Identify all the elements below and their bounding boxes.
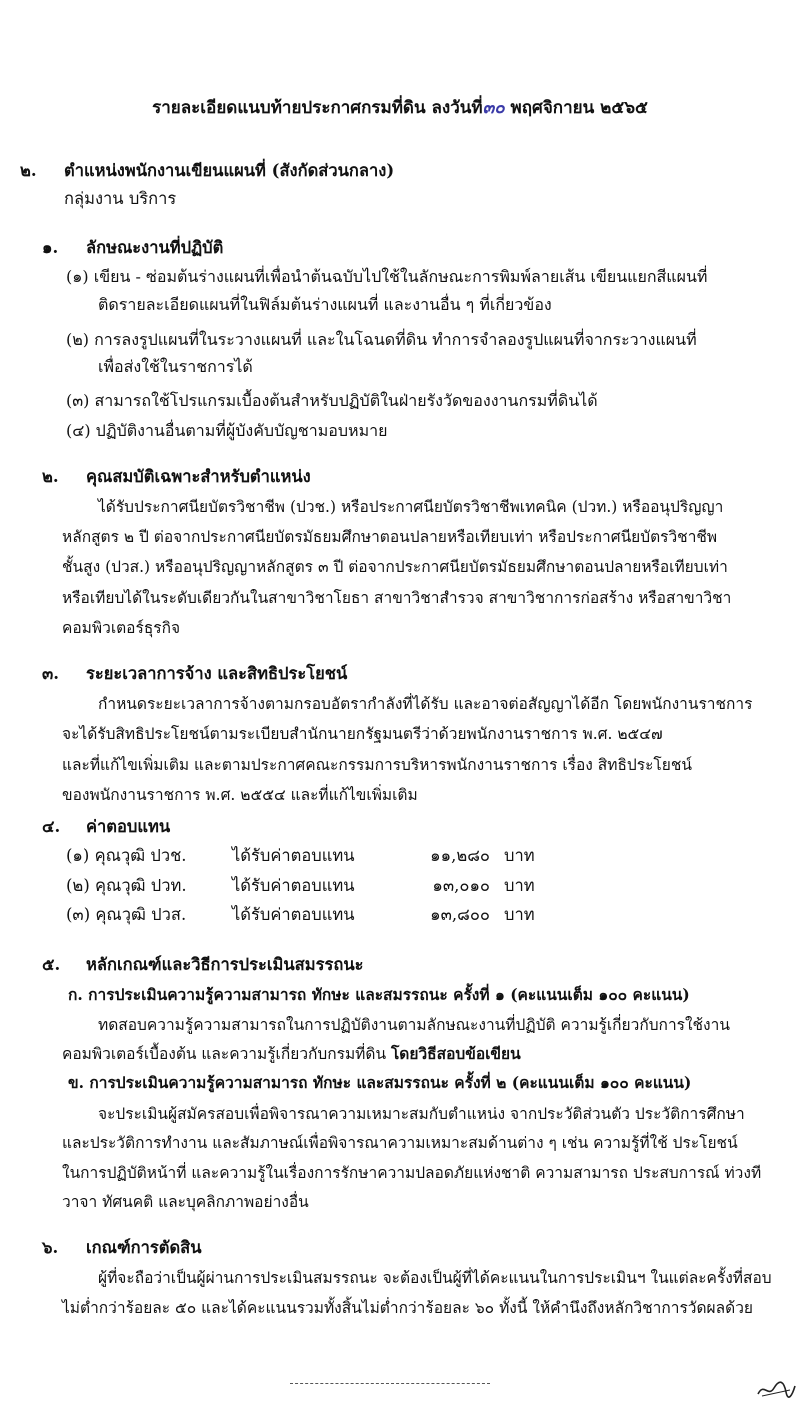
compensation-unit: บาท: [504, 905, 535, 924]
section-5b-line-2: และประวัติการทำงาน และสัมภาษณ์เพื่อพิจารณาความเหมาะสมด้านต่าง ๆ เช่น ความรู้ที่ใช้ ประโยชน์: [62, 1134, 738, 1152]
compensation-qualification: (๑) คุณวุฒิ ปวช.: [66, 846, 187, 865]
compensation-unit: บาท: [504, 846, 535, 865]
section-4-number: ๔.: [42, 817, 61, 836]
compensation-label: ได้รับค่าตอบแทน: [232, 905, 355, 924]
compensation-row: [66, 844, 535, 868]
compensation-label: ได้รับค่าตอบแทน: [232, 846, 355, 865]
section-3-line-2: จะได้รับสิทธิประโยชน์ตามระเบียบสำนักนายกรัฐมนตรีว่าด้วยพนักงานราชการ พ.ศ. ๒๕๔๗: [62, 725, 663, 743]
compensation-qualification: (๓) คุณวุฒิ ปวส.: [66, 905, 187, 924]
section-3-line-3: และที่แก้ไขเพิ่มเติม และตามประกาศคณะกรรมการบริหารพนักงานราชการ เรื่อง สิทธิประโยชน์: [62, 756, 692, 774]
title-suffix: พฤศจิกายน ๒๕๖๕: [510, 98, 648, 118]
position-title: ตำแหน่งพนักงานเขียนแผนที่ (สังกัดส่วนกลาง): [64, 161, 395, 180]
section-1-heading: [42, 236, 223, 260]
position-number: ๒.: [20, 161, 37, 180]
section-4-title: ค่าตอบแทน: [86, 817, 171, 836]
section-5b-line-1: จะประเมินผู้สมัครสอบเพื่อพิจารณาความเหมาะสมกับตำแหน่ง จากประวัติส่วนตัว ประวัติการศึกษา: [98, 1105, 745, 1123]
section-5b-title: ข. การประเมินความรู้ความสามารถ ทักษะ และสมรรถนะ ครั้งที่ ๒ (คะแนนเต็ม ๑๐๐ คะแนน): [68, 1073, 692, 1092]
handwritten-day: ๓๐: [482, 98, 505, 118]
section-1-item-2: (๒) การลงรูปแผนที่ในระวางแผนที่ และในโฉนดที่ดิน ทำการจำลองรูปแผนที่จากระวางแผนที่: [66, 330, 697, 349]
section-5a-line-2-text: คอมพิวเตอร์เบื้องต้น และความรู้เกี่ยวกับกรมที่ดิน: [62, 1045, 387, 1063]
section-5a-line-1: ทดสอบความรู้ความสามารถในการปฏิบัติงานตามลักษณะงานที่ปฏิบัติ ความรู้เกี่ยวกับการใช้งาน: [98, 1016, 730, 1034]
compensation-amount: ๑๑,๒๘๐: [430, 846, 490, 865]
section-2-line-3: ชั้นสูง (ปวส.) หรืออนุปริญญาหลักสูตร ๓ ปี ต่อจากประกาศนียบัตรมัธยมศึกษาตอนปลายหรือเทียบเท่า: [62, 558, 728, 576]
position-group: กลุ่มงาน บริการ: [64, 189, 177, 208]
compensation-row: [66, 874, 535, 898]
section-5a-method: โดยวิธีสอบข้อเขียน: [390, 1044, 521, 1063]
page-title: [0, 96, 800, 120]
section-1-item-4: (๔) ปฏิบัติงานอื่นตามที่ผู้บังคับบัญชามอบหมาย: [66, 421, 388, 440]
section-3-line-4: ของพนักงานราชการ พ.ศ. ๒๕๕๔ และที่แก้ไขเพิ่มเติม: [62, 786, 418, 804]
section-5a-line-2: [62, 1042, 521, 1066]
section-1-title: ลักษณะงานที่ปฏิบัติ: [86, 238, 224, 257]
footer-divider: [290, 1383, 490, 1384]
compensation-amount: ๑๓,๐๑๐: [432, 876, 490, 895]
position-title-line: [20, 159, 394, 183]
section-6-line-2: ไม่ต่ำกว่าร้อยละ ๕๐ และได้คะแนนรวมทั้งสิ้นไม่ต่ำกว่าร้อยละ ๖๐ ทั้งนี้ ให้คำนึงถึงหลักวิชาการวัดผลด้วย: [62, 1299, 753, 1317]
section-2-line-4: หรือเทียบได้ในระดับเดียวกันในสาขาวิชาโยธา สาขาวิชาสำรวจ สาขาวิชาการก่อสร้าง หรือสาขาวิชา: [62, 589, 732, 607]
compensation-row: [66, 903, 535, 927]
section-5-title: หลักเกณฑ์และวิธีการประเมินสมรรถนะ: [86, 955, 364, 974]
section-2-line-1: ได้รับประกาศนียบัตรวิชาชีพ (ปวช.) หรือประกาศนียบัตรวิชาชีพเทคนิค (ปวท.) หรืออนุปริญญา: [98, 498, 724, 516]
section-5-heading: [42, 953, 363, 977]
section-2-number: ๒.: [42, 467, 59, 486]
compensation-amount: ๑๓,๘๐๐: [430, 905, 490, 924]
section-5b-line-3: ในการปฏิบัติหน้าที่ และความรู้ในเรื่องการรักษาความปลอดภัยแห่งชาติ ความสามารถ ประสบการณ์ ท่วงที: [62, 1164, 762, 1182]
title-prefix: รายละเอียดแนบท้ายประกาศกรมที่ดิน ลงวันที่: [152, 98, 483, 118]
section-5b-line-4: วาจา ทัศนคติ และบุคลิกภาพอย่างอื่น: [62, 1193, 309, 1211]
section-2-title: คุณสมบัติเฉพาะสำหรับตำแหน่ง: [86, 467, 311, 486]
section-1-item-1: (๑) เขียน - ซ่อมต้นร่างแผนที่เพื่อนำต้นฉบับไปใช้ในลักษณะการพิมพ์ลายเส้น เขียนแยกสีแผนที่: [66, 267, 708, 286]
section-6-title: เกณฑ์การตัดสิน: [86, 1238, 202, 1257]
compensation-unit: บาท: [504, 876, 535, 895]
section-3-line-1: กำหนดระยะเวลาการจ้างตามกรอบอัตรากำลังที่ได้รับ และอาจต่อสัญญาได้อีก โดยพนักงานราชการ: [98, 695, 753, 713]
section-1-item-1-cont: ติดรายละเอียดแผนที่ในฟิล์มต้นร่างแผนที่ และงานอื่น ๆ ที่เกี่ยวข้อง: [98, 295, 552, 314]
section-3-heading: [42, 662, 347, 686]
section-4-heading: [42, 815, 170, 839]
section-5a-title: ก. การประเมินความรู้ความสามารถ ทักษะ และสมรรถนะ ครั้งที่ ๑ (คะแนนเต็ม ๑๐๐ คะแนน): [68, 985, 690, 1004]
section-2-heading: [42, 465, 311, 489]
compensation-qualification: (๒) คุณวุฒิ ปวท.: [66, 876, 187, 895]
section-3-number: ๓.: [42, 664, 60, 683]
section-3-title: ระยะเวลาการจ้าง และสิทธิประโยชน์: [86, 664, 348, 683]
section-6-line-1: ผู้ที่จะถือว่าเป็นผู้ผ่านการประเมินสมรรถนะ จะต้องเป็นผู้ที่ได้คะแนนในการประเมินฯ ในแต่ละครั้งที่สอบ: [98, 1269, 772, 1287]
section-2-line-5: คอมพิวเตอร์ธุรกิจ: [62, 619, 181, 637]
section-2-line-2: หลักสูตร ๒ ปี ต่อจากประกาศนียบัตรมัธยมศึกษาตอนปลายหรือเทียบเท่า หรือประกาศนียบัตรวิชาชีพ: [62, 528, 718, 546]
section-5-number: ๕.: [42, 955, 61, 974]
section-1-number: ๑.: [42, 238, 59, 257]
section-6-heading: [42, 1236, 202, 1260]
section-1-item-3: (๓) สามารถใช้โปรแกรมเบื้องต้นสำหรับปฏิบัติในฝ่ายรังวัดของงานกรมที่ดินได้: [66, 391, 598, 410]
signature-icon: [756, 1378, 796, 1400]
compensation-label: ได้รับค่าตอบแทน: [232, 876, 355, 895]
section-1-item-2-cont: เพื่อส่งใช้ในราชการได้: [98, 357, 253, 376]
section-6-number: ๖.: [42, 1238, 59, 1257]
